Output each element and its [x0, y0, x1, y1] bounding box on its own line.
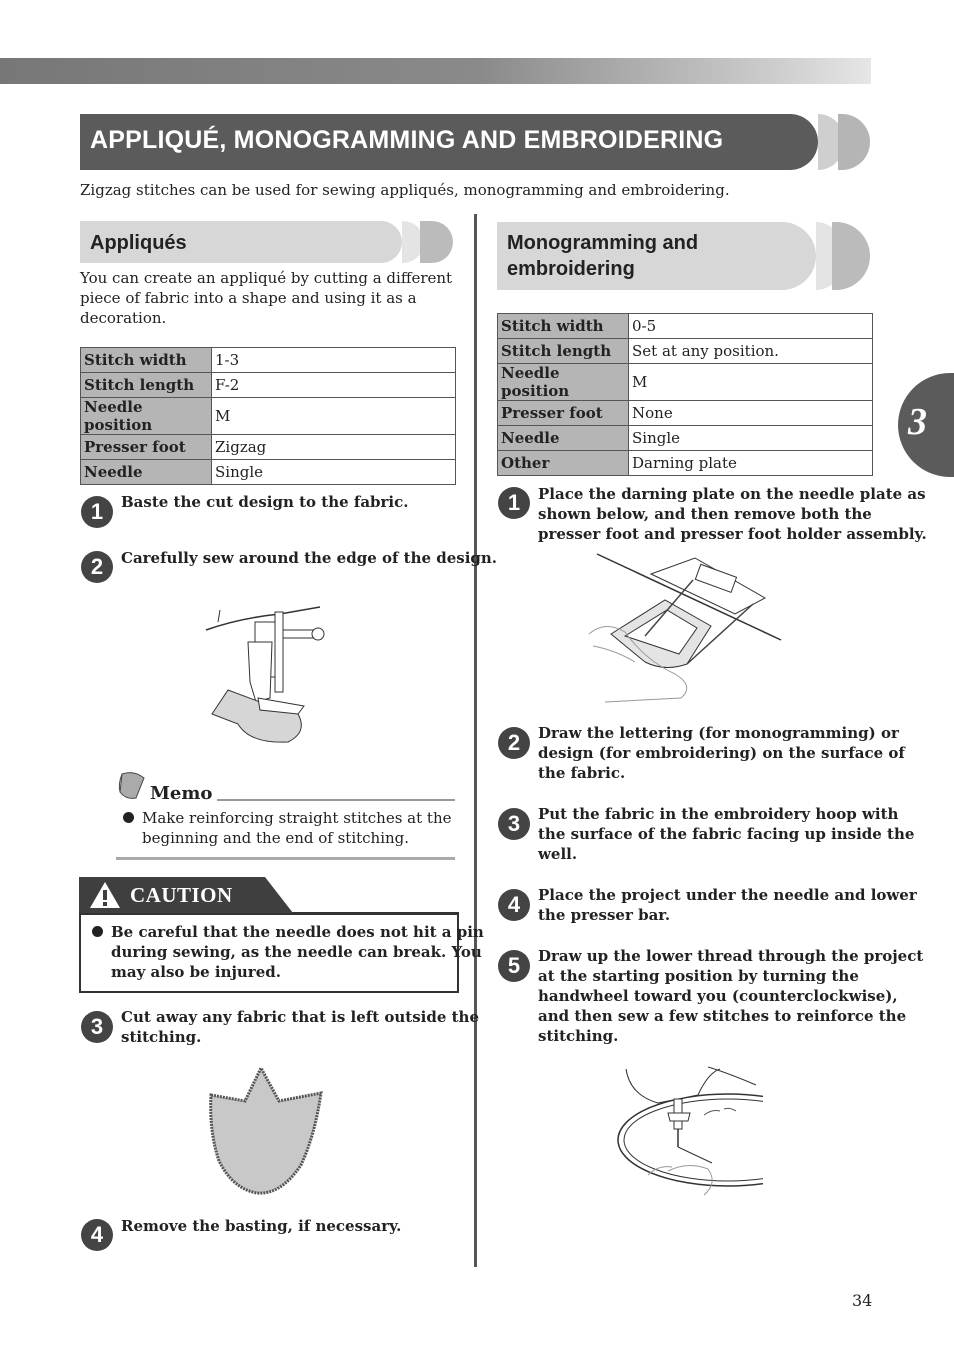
table-row: Needle Single	[81, 460, 456, 485]
table-row: Stitch length Set at any position.	[498, 339, 873, 364]
memo-icon	[114, 770, 148, 802]
table-row: Presser foot None	[498, 401, 873, 426]
step-number-1: 1	[498, 487, 530, 519]
step-text: Put the fabric in the embroidery hoop with the surface of the fabric facing up inside the well.	[538, 805, 915, 863]
table-row: Stitch length F-2	[81, 373, 456, 398]
table-row: Needle position M	[81, 398, 456, 435]
step-number-5: 5	[498, 950, 530, 982]
step-text: Draw the lettering (for monogramming) or design (for embroidering) on the surface of the fabric.	[538, 724, 905, 782]
step-text: Baste the cut design to the fabric.	[121, 493, 409, 511]
step-text: Place the darning plate on the needle plate as shown below, and then remove both the presser foot and presser foot holder assembly.	[538, 485, 927, 543]
title-banner-arc	[838, 114, 870, 170]
memo-text: Make reinforcing straight stitches at the beginning and the end of stitching.	[142, 809, 452, 847]
section-title-appliques: Appliqués	[90, 232, 187, 254]
step-number-2: 2	[81, 551, 113, 583]
bullet	[123, 812, 134, 823]
table-row: Presser foot Zigzag	[81, 435, 456, 460]
step-text: Draw up the lower thread through the project at the starting position by turning the handwheel toward you (counterclockwise), and then sew a few stitches to reinforce the stitching.	[538, 947, 924, 1045]
caution-title: CAUTION	[130, 883, 233, 907]
table-row: Other Darning plate	[498, 451, 873, 476]
memo-bottom-rule	[116, 857, 455, 860]
table-row: Stitch width 0-5	[498, 314, 873, 339]
table-row: Needle position M	[498, 364, 873, 401]
warning-icon	[89, 881, 121, 909]
step-number-2: 2	[498, 727, 530, 759]
step-number-1: 1	[81, 496, 113, 528]
intro-text: Zigzag stitches can be used for sewing appliqués, monogramming and embroidering.	[80, 181, 730, 199]
step-number-4: 4	[498, 889, 530, 921]
appliques-settings-table	[80, 347, 456, 485]
step-number-4: 4	[81, 1219, 113, 1251]
tulip-appliqué-illustration	[205, 1065, 325, 1197]
section-banner-arc	[420, 221, 453, 263]
step-text: Remove the basting, if necessary.	[121, 1217, 402, 1235]
chapter-number: 3	[908, 401, 927, 443]
step-number-3: 3	[498, 808, 530, 840]
page-title: APPLIQUÉ, MONOGRAMMING AND EMBROIDERING	[90, 126, 724, 154]
column-divider	[474, 214, 477, 1267]
table-row: Needle Single	[498, 426, 873, 451]
page-number: 34	[852, 1291, 873, 1310]
bullet	[92, 926, 103, 937]
sewing-appliqué-illustration	[200, 602, 340, 747]
appliques-description: You can create an appliqué by cutting a different piece of fabric into a shape and using it as a decoration.	[80, 269, 453, 327]
memo-title: Memo	[150, 783, 213, 804]
caution-text: Be careful that the needle does not hit a pin during sewing, as the needle can break. You may also be injured.	[111, 923, 484, 981]
memo-rule	[217, 799, 455, 801]
top-decorative-bar	[0, 58, 871, 84]
section-title-monogramming: Monogramming and embroidering	[507, 232, 699, 280]
embroidery-hoop-illustration	[608, 1065, 763, 1200]
darning-plate-illustration	[585, 550, 785, 705]
section-banner-arc	[832, 222, 870, 290]
table-row: Stitch width 1-3	[81, 348, 456, 373]
step-text: Carefully sew around the edge of the design.	[121, 549, 498, 567]
step-text: Cut away any fabric that is left outside the stitching.	[121, 1008, 479, 1046]
step-text: Place the project under the needle and lower the presser bar.	[538, 886, 917, 924]
monogramming-settings-table	[497, 313, 873, 476]
step-number-3: 3	[81, 1011, 113, 1043]
